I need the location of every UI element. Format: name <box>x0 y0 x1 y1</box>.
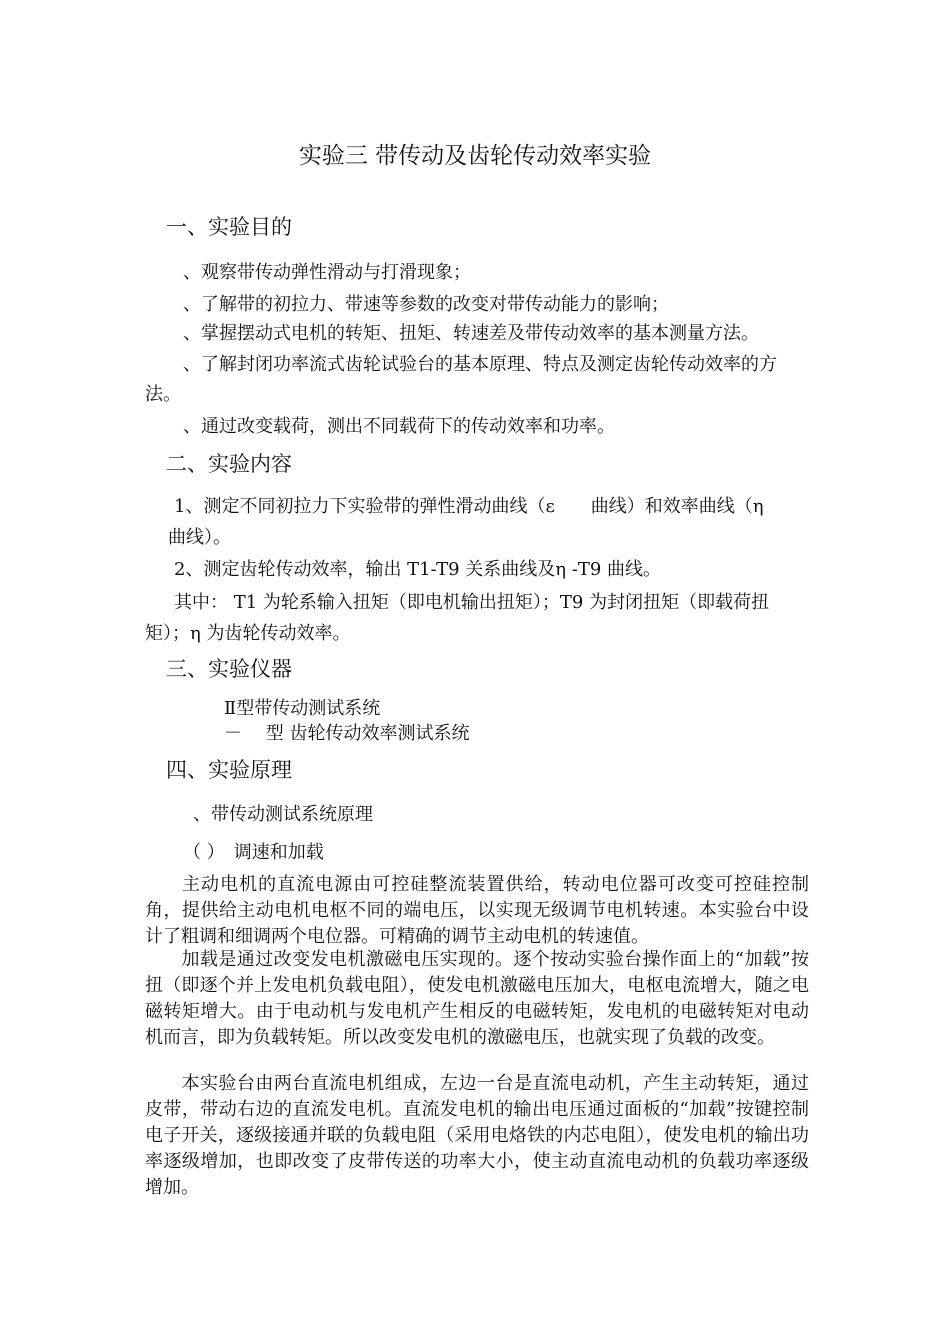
principle-paragraph: 主动电机的直流电源由可控硅整流装置供给，转动电位器可改变可控硅控制角，提供给主动电机电枢不同的端电压，以实现无级调节电机转速。本实验台中设计了粗调和细调两个电位器。可精确的调节主动电机的转速值。 <box>145 874 809 947</box>
content-item: 2、测定齿轮传动效率，输出 T1-T9 关系曲线及η -T9 曲线。 <box>174 559 662 580</box>
principle-paragraph: 加载是通过改变发电机激磁电压实现的。逐个按动实验台操作面上的“加载”按扭（即逐个并上发电机负载电阻），使发电机激磁电压加大，电枢电流增大，随之电磁转矩增大。由于电动机与发电机产生相反的电磁转矩，发电机的电磁转矩对电动机而言，即为负载转矩。所以改变发电机的激磁电压，也就实现了负载的改变。 <box>145 949 809 1048</box>
section-heading-objectives: 一、实验目的 <box>166 215 292 239</box>
content-note-continuation: 矩）；η 为齿轮传动效率。 <box>145 623 351 644</box>
objective-item: 、了解带的初拉力、带速等参数的改变对带传动能力的影响； <box>183 294 669 315</box>
objective-item: 、通过改变载荷，测出不同载荷下的传动效率和功率。 <box>183 416 615 437</box>
page-title: 实验三 带传动及齿轮传动效率实验 <box>298 143 652 169</box>
principle-paragraph: 本实验台由两台直流电机组成，左边一台是直流电动机，产生主动转矩，通过皮带，带动右边的直流发电机。直流发电机的输出电压通过面板的“加载”按键控制电子开关，逐级接通并联的负载电阻（采用电烙铁的内芯电阻），使发电机的输出功率逐级增加，也即改变了皮带传送的功率大小，使主动直流电动机的负载功率逐级增加。 <box>145 1073 809 1198</box>
content-item-continuation: 曲线）。 <box>168 527 231 548</box>
objective-item-continuation: 法。 <box>145 384 181 405</box>
section-heading-content: 二、实验内容 <box>166 452 292 476</box>
objective-item: 、掌握摆动式电机的转矩、扭矩、转速差及带传动效率的基本测量方法。 <box>183 323 759 344</box>
instrument-item: － 型 齿轮传动效率测试系统 <box>224 723 470 744</box>
subsubsection-heading: （ ） 调速和加载 <box>183 842 324 863</box>
instrument-item: Ⅱ型带传动测试系统 <box>224 698 381 719</box>
content-item: 1、测定不同初拉力下实验带的弹性滑动曲线（ε 曲线）和效率曲线（η <box>174 496 764 517</box>
objective-item: 、了解封闭功率流式齿轮试验台的基本原理、特点及测定齿轮传动效率的方 <box>183 354 777 375</box>
section-heading-principle: 四、实验原理 <box>166 758 292 782</box>
subsection-heading: 、带传动测试系统原理 <box>193 804 373 825</box>
objective-item: 、观察带传动弹性滑动与打滑现象； <box>183 262 471 283</box>
content-note: 其中： T1 为轮系输入扭矩（即电机输出扭矩）；T9 为封闭扭矩（即载荷扭 <box>174 592 770 613</box>
section-heading-instruments: 三、实验仪器 <box>166 657 292 681</box>
